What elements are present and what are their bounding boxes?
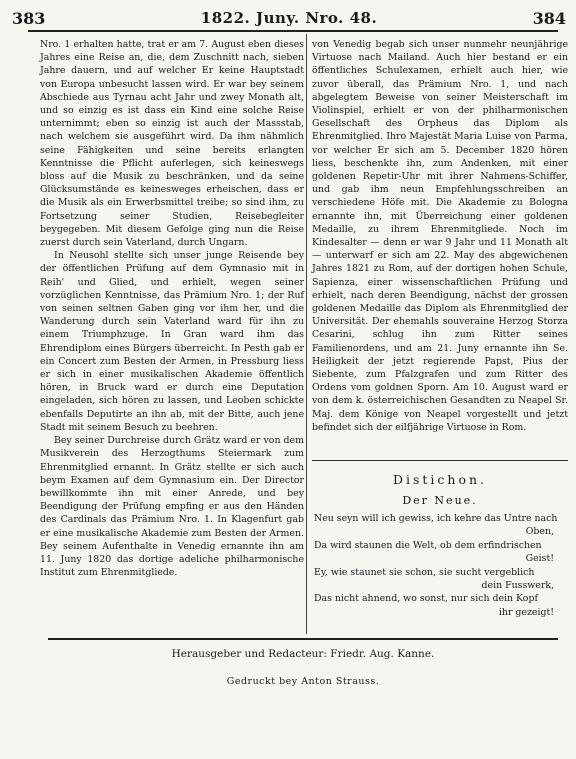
poem-line-3: Ey, wie staunet sie schon, sie sucht vergeblich: [314, 566, 535, 578]
poem-line-3-cont: dein Fusswerk,: [481, 580, 554, 592]
printer-credit: Gedruckt bey Anton Strauss.: [226, 676, 380, 687]
issue-date: 1822. Juny. Nro. 48.: [200, 9, 378, 27]
editor-credit: Herausgeber und Redacteur: Friedr. Aug. Kanne.: [171, 648, 435, 660]
poem-subtitle: Der Neue.: [402, 494, 478, 507]
right-paragraph-1: von Venedig begab sich unser nunmehr neunjährige Virtuose nach Mailand. Auch hier bestand er ein öffentliches Schulexamen, erhielt auch hier, wie zuvor überall, das Prämium Nro. 1, und nach abgelegtem Beweise von seiner Meisterschaft im Violinspiel, erhielt er von der philharmonischen Gesellschaft des Orpheus das Diplom als Ehrenmitglied. Ihro Majestät Maria Luise von Parma, vor welcher Er sich am 5. December 1820 hören liess, beschenkte ihn, zum Andenken, mit einer goldenen Repetir-Uhr mit ihrer Nahmens-Schiffer, und gab ihm neun Empfehlungsschreiben an verschiedene Höfe mit. Die Akademie zu Bologna ernannte ihn, mit Überreichung einer goldenen Medaille, zu ihrem Ehrenmitgliede. Noch im Kindesalter — denn er war 9 Jahr und 11 Monath alt — unterwarf er sich am 22. May des abgewichenen Jahres 1821 zu Rom, auf der dortigen hohen Schule, Sapienza, einer wissenschaftlichen Prüfung und erhielt, nach deren Beendigung, nächst der grossen goldenen Medaille das Diplom als Ehrenmitglied der Universität. Der ehemahls souveraine Herzog Storza Cesarini, schlug ihn zum Ritter seines Familienordens, und am 21. Juny ernannte ihn Se. Heiligkeit der jetzt regierende Papst, Pius der Siebente, zum Pfalzgrafen und zum Ritter des Ordens vom goldnen Sporn. Am 10. August ward er von dem k. österreichischen Gesandten zu Neapel Sr. Maj. dem Könige von Neapel vorgestellt und jetzt befindet sich der eilfjährige Virtuose in Rom.: [312, 39, 568, 433]
left-paragraph-2: In Neusohl stellte sich unser junge Reisende bey der öffentlichen Prüfung auf dem Gymnasio mit in Reih' und Glied, und erhielt, wegen seiner vorzüglichen Kenntnisse, das Prämium Nro. 1; der Ruf von seinen seltnen Gaben ging vor ihm her, und die Wanderung durch sein Vaterland ward für ihn zu einem Triumphzuge. In Gran ward ihm das Ehrendiplom eines Bürgers überreicht. In Pesth gab er ein Concert zum Besten der Armen, in Pressburg liess er sich in einer musikalischen Akademie öffentlich hören, in Bruck ward er durch eine Deputation eingeladen, sich hören zu lassen, und Leoben schickte ebenfalls Deputirte an ihn ab, mit der Bitte, auch jene Stadt mit seinem Besuch zu beehren.: [40, 250, 304, 433]
header-rule: [28, 30, 558, 32]
page-number-left: 383: [12, 8, 46, 28]
page-number-right: 384: [532, 8, 566, 28]
poem-line-4-cont: ihr gezeigt!: [498, 606, 554, 618]
column-divider: [306, 34, 307, 634]
poem-line-1: Neu seyn will ich gewiss, ich kehre das Untre nach: [314, 513, 558, 524]
poem-body: [314, 512, 568, 619]
right-column: [312, 38, 568, 434]
page-header: [12, 6, 566, 30]
left-column: [40, 38, 304, 579]
poem-line-2: Da wird staunen die Welt, ob dem erfindrischen: [314, 539, 542, 551]
poem-line-2-cont: Geist!: [525, 553, 554, 565]
poem-line-4: Das nicht ahnend, wo sonst, nur sich dein Kopf: [314, 593, 538, 605]
left-paragraph-3: Bey seiner Durchreise durch Grätz ward er von dem Musikverein des Herzogthums Steiermark zum Ehrenmitglied ernannt. In Grätz stellte er sich auch beym Examen auf dem Gymnasium ein. Der Director bewillkommte ihn mit einer Anrede, und bey Beendigung der Prüfung empfing er aus den Händen des Cardinals das Prämium Nro. 1. In Klagenfurt gab er eine musikalische Akademie zum Besten der Armen. Bey seinem Aufenthalte in Venedig ernannte ihn am 11. Juny 1820 das dortige adeliche philharmonische Institut zum Ehrenmitgliede.: [40, 435, 304, 579]
poem-title: Distichon.: [392, 472, 488, 487]
poem-line-1-cont: Oben,: [525, 526, 554, 538]
footer-rule: [48, 638, 558, 640]
poem-separator-rule: [312, 460, 568, 461]
left-paragraph-1: Nro. 1 erhalten hatte, trat er am 7. August eben dieses Jahres eine Reise an, die, dem Zuschnitt nach, sieben Jahre dauern, und auf welcher Er keine Hauptstadt von Europa unbesucht lassen wird. Er war bey seinem Abschiede aus Tyrnau acht Jahr und zwey Monath alt, und so einzig es ist dass ein Kind eine solche Reise unternimmt; eben so einzig ist auch der Massstab, nach welchem sie ausgeführt wird. Da ihm nähmlich seine Fähigkeiten und seine bereits erlangten Kenntnisse die Pflicht auferlegen, sich keineswegs bloss auf die Musik zu beschränken, und da seine Glücksumstände es keinesweges erheischen, dass er die Musik als ein Erwerbsmittel treibe; so sind ihm, zu Fortsetzung seiner Studien, Reisebegleiter beygegeben. Mit diesem Gefolge ging nun die Reise zuerst durch sein Vaterland, durch Ungarn.: [40, 39, 304, 249]
